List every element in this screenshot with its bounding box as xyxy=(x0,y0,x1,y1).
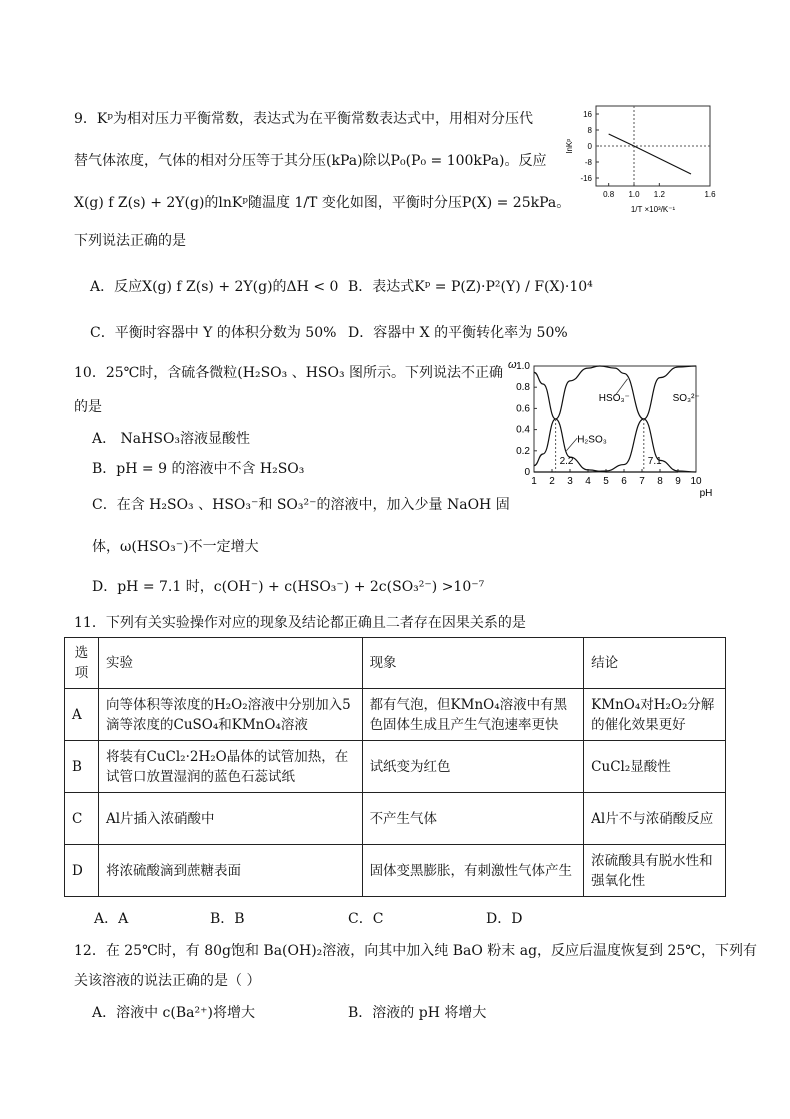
q9-line3: X(g) f Z(s) + 2Y(g)的lnKᵖ随温度 1/T 变化如图，平衡时分压P(X) = 25kPa。 xyxy=(74,195,571,211)
q10-option-d: D．pH = 7.1 时，c(OH⁻) + c(HSO₃⁻) + 2c(SO₃²⁻) >10⁻⁷ xyxy=(92,579,485,595)
row-c-experiment: Al片插入浓硝酸中 xyxy=(98,793,362,845)
x-axis-label: 1/T ×10³/K⁻¹ xyxy=(630,205,676,214)
table-row xyxy=(65,793,726,845)
header-experiment: 实验 xyxy=(98,638,362,689)
row-b-phenomenon: 试纸变为红色 xyxy=(362,741,584,793)
q11-answer-d: D．D xyxy=(486,911,523,927)
series-curve-2 xyxy=(534,366,696,472)
x-tick-label: 6 xyxy=(621,476,627,487)
lnkp-chart xyxy=(560,98,720,223)
annotation-label: 2.2 xyxy=(559,456,574,467)
q10-line1: 10．25℃时，含硫各微粒(H₂SO₃ 、HSO₃ 图所示。下列说法不正确 xyxy=(74,365,504,381)
q10-option-a: A． NaHSO₃溶液显酸性 xyxy=(92,431,251,447)
row-b-option: B xyxy=(65,741,99,793)
q9-line4: 下列说法正确的是 xyxy=(74,233,186,249)
series-line xyxy=(609,134,691,174)
x-tick-label: 8 xyxy=(657,476,663,487)
y-tick-label: 0.8 xyxy=(516,382,530,394)
x-tick-label: 1.6 xyxy=(704,190,716,199)
row-d-option: D xyxy=(65,845,99,897)
q9-line2: 替气体浓度，气体的相对分压等于其分压(kPa)除以P₀(P₀ = 100kPa)。反应 xyxy=(74,153,547,169)
y-tick-label: 8 xyxy=(587,126,592,135)
row-d-conclusion: 浓硫酸具有脱水性和强氧化性 xyxy=(584,845,726,897)
x-tick-label: 1.0 xyxy=(628,190,640,199)
table-row xyxy=(65,845,726,897)
header-conclusion: 结论 xyxy=(584,638,726,689)
x-tick-label: 9 xyxy=(675,476,681,487)
series-label-hso3: HSO₃⁻ xyxy=(598,392,630,404)
row-a-experiment: 向等体积等浓度的H₂O₂溶液中分别加入5滴等浓度的CuSO₄和KMnO₄溶液 xyxy=(98,689,362,741)
q11-stem: 11．下列有关实验操作对应的现象及结论都正确且二者存在因果关系的是 xyxy=(74,615,526,631)
series-label-leader xyxy=(566,438,577,451)
q11-answer-a: A．A xyxy=(94,911,129,927)
q10-option-b: B．pH = 9 的溶液中不含 H₂SO₃ xyxy=(92,461,305,477)
y-tick-label: 16 xyxy=(583,110,592,119)
x-tick-label: 7 xyxy=(639,476,645,487)
y-tick-label: 0 xyxy=(524,467,530,478)
omega-ph-chart-svg xyxy=(500,352,722,502)
q10-option-c-line1: C．在含 H₂SO₃ 、HSO₃⁻和 SO₃²⁻的溶液中，加入少量 NaOH 固 xyxy=(92,497,510,513)
omega-ph-chart xyxy=(500,352,722,502)
table-row xyxy=(65,741,726,793)
y-tick-label: 0.6 xyxy=(516,403,530,415)
row-b-experiment: 将装有CuCl₂·2H₂O晶体的试管加热，在试管口放置湿润的蓝色石蕊试纸 xyxy=(98,741,362,793)
q12-option-b: B．溶液的 pH 将增大 xyxy=(348,1005,487,1021)
q12-line2: 关该溶液的说法正确的是（ ） xyxy=(74,973,261,989)
lnkp-chart-svg xyxy=(560,98,720,223)
y-tick-label: 1.0 xyxy=(516,361,530,372)
plot-frame xyxy=(534,366,696,472)
series-label-so3: SO₃²⁻ xyxy=(672,392,700,404)
x-tick-label: 1 xyxy=(531,476,537,487)
header-phenomenon: 现象 xyxy=(362,638,584,689)
row-a-option: A xyxy=(65,689,99,741)
q12-option-a: A．溶液中 c(Ba²⁺)将增大 xyxy=(92,1005,255,1021)
experiment-table xyxy=(64,637,726,897)
x-tick-label: 5 xyxy=(603,476,609,487)
q9-option-c: C．平衡时容器中 Y 的体积分数为 50% xyxy=(90,325,337,341)
x-tick-label: 1.2 xyxy=(653,190,665,199)
q9-option-b: B．表达式Kᵖ = P(Z)·P²(Y) / F(X)·10⁴ xyxy=(348,279,593,295)
y-axis-label: ω xyxy=(508,359,517,371)
q11-answer-b: B．B xyxy=(210,911,245,927)
row-c-option: C xyxy=(65,793,99,845)
table-row xyxy=(65,689,726,741)
series-curve-1 xyxy=(534,366,696,472)
q11-answer-c: C．C xyxy=(348,911,384,927)
q12-line1: 12．在 25℃时，有 80g饱和 Ba(OH)₂溶液，向其中加入纯 BaO 粉末 ag，反应后温度恢复到 25℃，下列有 xyxy=(74,943,757,959)
q9-option-a: A．反应X(g) f Z(s) + 2Y(g)的ΔH < 0 xyxy=(90,279,339,295)
x-tick-label: 4 xyxy=(585,476,591,487)
y-tick-label: -16 xyxy=(580,174,592,183)
q9-line1: 9．Kᵖ为相对压力平衡常数，表达式为在平衡常数表达式中，用相对分压代 xyxy=(74,111,533,127)
row-c-conclusion: Al片不与浓硝酸反应 xyxy=(584,793,726,845)
y-tick-label: -8 xyxy=(584,158,592,167)
y-axis-label: lnKᵖ xyxy=(565,138,574,154)
x-axis-label: pH xyxy=(699,488,713,499)
x-tick-label: 2 xyxy=(549,476,555,487)
y-tick-label: 0.4 xyxy=(516,424,530,436)
header-option: 选项 xyxy=(65,638,99,689)
table-header-row xyxy=(65,638,726,689)
row-d-phenomenon: 固体变黑膨胀，有刺激性气体产生 xyxy=(362,845,584,897)
annotation-label: 7.1 xyxy=(647,456,662,467)
q10-line2: 的是 xyxy=(74,399,102,415)
q10-option-c-line2: 体，ω(HSO₃⁻)不一定增大 xyxy=(92,539,259,555)
row-a-conclusion: KMnO₄对H₂O₂分解的催化效果更好 xyxy=(584,689,726,741)
row-b-conclusion: CuCl₂显酸性 xyxy=(584,741,726,793)
row-d-experiment: 将浓硫酸滴到蔗糖表面 xyxy=(98,845,362,897)
row-a-phenomenon: 都有气泡，但KMnO₄溶液中有黑色固体生成且产生气泡速率更快 xyxy=(362,689,584,741)
row-c-phenomenon: 不产生气体 xyxy=(362,793,584,845)
q9-option-d: D．容器中 X 的平衡转化率为 50% xyxy=(348,325,568,341)
series-label-h2so3: H₂SO₃ xyxy=(577,434,607,446)
x-tick-label: 3 xyxy=(567,476,573,487)
y-tick-label: 0 xyxy=(587,142,592,151)
x-tick-label: 10 xyxy=(690,476,702,487)
y-tick-label: 0.2 xyxy=(516,445,530,457)
x-tick-label: 0.8 xyxy=(603,190,615,199)
